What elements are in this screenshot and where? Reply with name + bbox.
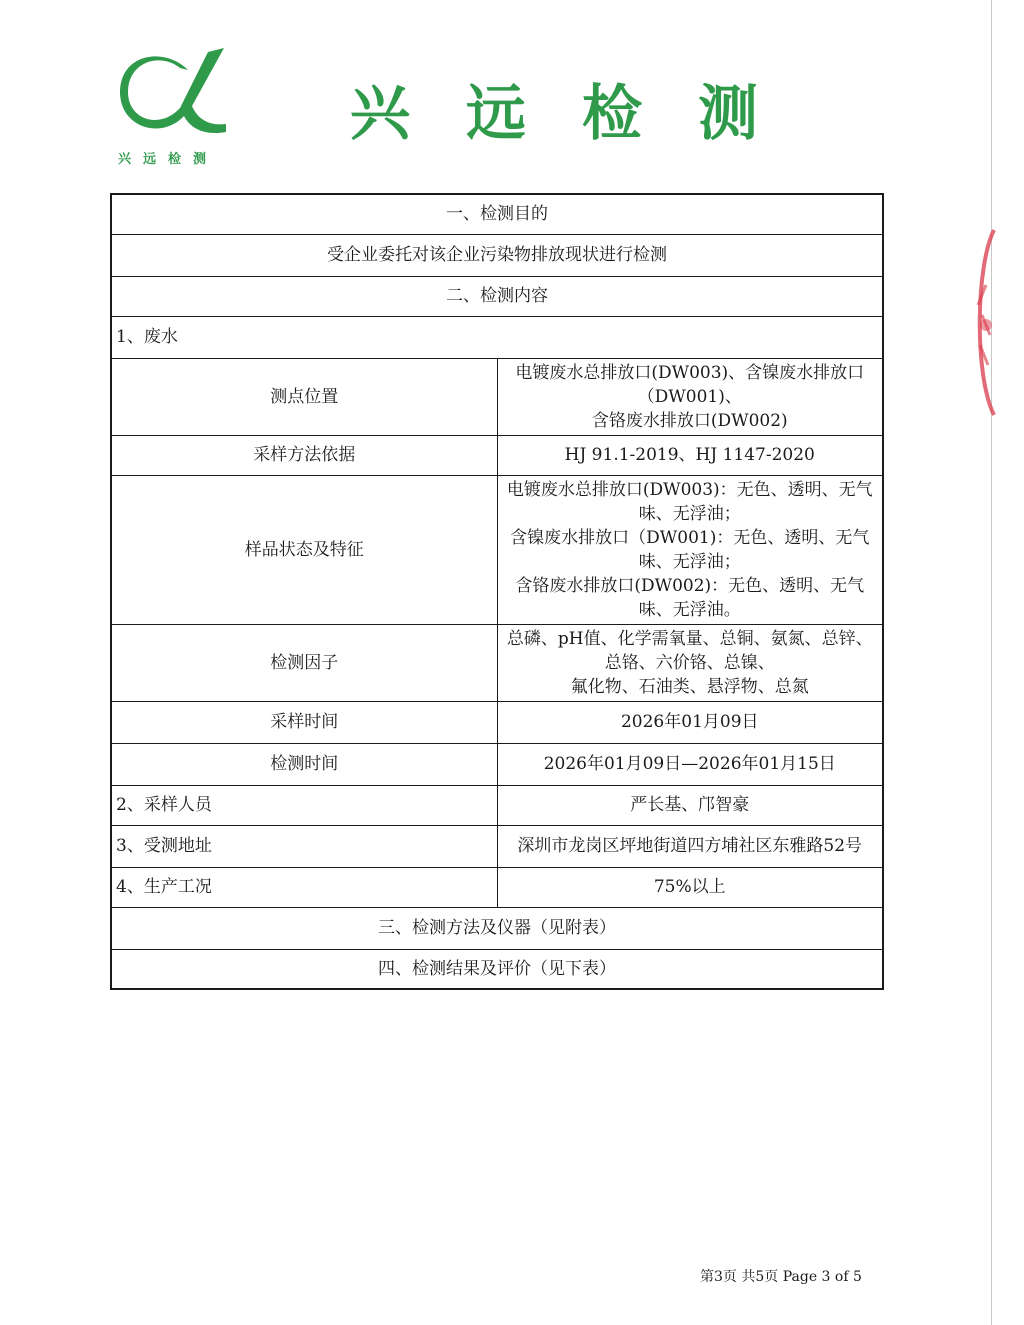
label-sampling-method: 采样方法依据 [111, 435, 497, 475]
company-logo [118, 40, 233, 170]
red-seal-stamp [956, 225, 996, 420]
value-production-condition: 75%以上 [497, 867, 883, 907]
label-sampling-staff: 2、采样人员 [111, 785, 497, 825]
report-table [110, 193, 884, 990]
text-line: 电镀废水总排放口(DW003)、含镍废水排放口（DW001)、 [515, 362, 865, 407]
page-number-footer: 第3页 共5页 Page 3 of 5 [700, 1269, 862, 1285]
label-test-address: 3、受测地址 [111, 825, 497, 867]
value-sampling-staff: 严长基、邝智豪 [497, 785, 883, 825]
value-test-address: 深圳市龙岗区坪地街道四方埔社区东雅路52号 [497, 825, 883, 867]
value-sampling-location [497, 358, 883, 435]
purpose-text: 受企业委托对该企业污染物排放现状进行检测 [111, 234, 883, 276]
section-purpose-heading: 一、检测目的 [111, 194, 883, 234]
text-line: 电镀废水总排放口(DW003)：无色、透明、无气味、无浮油； [506, 479, 873, 524]
item-wastewater-heading: 1、废水 [111, 316, 883, 358]
section-methods-heading: 三、检测方法及仪器（见附表） [111, 907, 883, 949]
value-testing-time: 2026年01月09日—2026年01月15日 [497, 743, 883, 785]
logo-alpha-icon [118, 40, 233, 145]
text-line: 含铬废水排放口(DW002) [591, 410, 788, 431]
page-edge-line [991, 0, 992, 1325]
label-sampling-location: 测点位置 [111, 358, 497, 435]
value-sampling-method: HJ 91.1-2019、HJ 1147-2020 [497, 435, 883, 475]
label-production-condition: 4、生产工况 [111, 867, 497, 907]
label-testing-time: 检测时间 [111, 743, 497, 785]
logo-subtitle: 兴远检测 [118, 152, 219, 167]
section-content-heading: 二、检测内容 [111, 276, 883, 316]
value-sampling-time: 2026年01月09日 [497, 701, 883, 743]
label-test-factors: 检测因子 [111, 624, 497, 701]
value-test-factors [497, 624, 883, 701]
brand-title: 兴远检测 [350, 79, 814, 149]
text-line: 含镍废水排放口（DW001)：无色、透明、无气味、无浮油； [510, 527, 870, 572]
label-sampling-time: 采样时间 [111, 701, 497, 743]
text-line: 氟化物、石油类、悬浮物、总氮 [570, 676, 809, 697]
value-sample-status [497, 475, 883, 624]
text-line: 含铬废水排放口(DW002)：无色、透明、无气味、无浮油。 [515, 575, 865, 620]
section-results-heading: 四、检测结果及评价（见下表） [111, 949, 883, 989]
label-sample-status: 样品状态及特征 [111, 475, 497, 624]
text-line: 总磷、pH值、化学需氧量、总铜、氨氮、总锌、总铬、六价铬、总镍、 [506, 628, 873, 673]
